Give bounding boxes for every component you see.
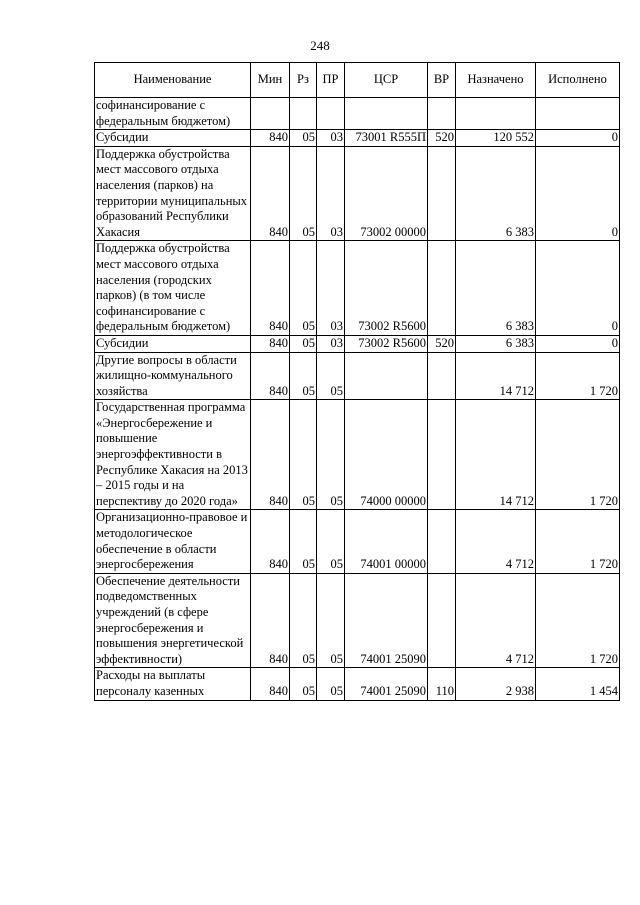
cell-min: 840 [251,400,290,510]
cell-assigned: 14 712 [456,352,536,400]
cell-name: Поддержка обустройства мест массового отдыха населения (городских парков) (в том числе софинансирование с федеральным бюджетом) [95,241,251,336]
cell-executed: 1 720 [536,573,620,668]
cell-name: Другие вопросы в области жилищно-коммунального хозяйства [95,352,251,400]
cell-rz: 05 [290,510,317,573]
table-row [95,573,620,668]
cell-assigned: 120 552 [456,130,536,147]
table-row [95,130,620,147]
cell-rz: 05 [290,241,317,336]
cell-min: 840 [251,573,290,668]
table-row [95,510,620,573]
cell-vr [428,241,456,336]
cell-vr [428,98,456,130]
col-header-pr: ПР [317,63,345,98]
cell-name: Обеспечение деятельности подведомственных учреждений (в сфере энергосбережения и повышения энергетической эффективности) [95,573,251,668]
cell-executed: 1 720 [536,352,620,400]
cell-assigned: 2 938 [456,668,536,700]
cell-assigned: 6 383 [456,335,536,352]
cell-name: Организационно-правовое и методологическое обеспечение в области энергосбережения [95,510,251,573]
cell-pr: 03 [317,146,345,241]
cell-executed: 1 454 [536,668,620,700]
cell-pr: 05 [317,573,345,668]
cell-min: 840 [251,130,290,147]
cell-pr: 05 [317,400,345,510]
cell-min: 840 [251,668,290,700]
table-row [95,335,620,352]
cell-pr [317,98,345,130]
cell-vr [428,352,456,400]
cell-vr: 110 [428,668,456,700]
cell-rz: 05 [290,573,317,668]
cell-rz: 05 [290,400,317,510]
cell-name: Субсидии [95,130,251,147]
col-header-csr: ЦСР [345,63,428,98]
cell-csr: 73002 R5600 [345,335,428,352]
cell-pr: 05 [317,510,345,573]
cell-name: Расходы на выплаты персоналу казенных [95,668,251,700]
header-row [95,63,620,98]
cell-csr: 74001 25090 [345,668,428,700]
cell-executed: 0 [536,241,620,336]
page-number: 248 [310,38,330,53]
cell-min: 840 [251,352,290,400]
cell-vr: 520 [428,335,456,352]
cell-vr [428,146,456,241]
cell-executed: 1 720 [536,510,620,573]
cell-name: Субсидии [95,335,251,352]
table-row [95,241,620,336]
cell-assigned: 14 712 [456,400,536,510]
cell-pr: 03 [317,335,345,352]
table-row [95,98,620,130]
cell-executed: 0 [536,146,620,241]
table-row [95,400,620,510]
cell-csr [345,352,428,400]
cell-executed [536,98,620,130]
cell-rz [290,98,317,130]
cell-csr: 73002 R5600 [345,241,428,336]
cell-executed: 0 [536,130,620,147]
table-row [95,146,620,241]
cell-name: Государственная программа «Энергосбережение и повышение энергоэффективности в Республике Хакасия на 2013 – 2015 годы и на перспективу до 2020 года» [95,400,251,510]
table-row [95,668,620,700]
cell-min: 840 [251,335,290,352]
cell-csr [345,98,428,130]
cell-assigned [456,98,536,130]
cell-name: Поддержка обустройства мест массового отдыха населения (парков) на территории муниципальных образований Республики Хакасия [95,146,251,241]
cell-min: 840 [251,510,290,573]
cell-csr: 73002 00000 [345,146,428,241]
cell-pr: 05 [317,352,345,400]
cell-assigned: 6 383 [456,241,536,336]
cell-rz: 05 [290,668,317,700]
cell-min: 840 [251,241,290,336]
col-header-vr: ВР [428,63,456,98]
col-header-rz: Рз [290,63,317,98]
cell-assigned: 4 712 [456,510,536,573]
col-header-min: Мин [251,63,290,98]
cell-rz: 05 [290,130,317,147]
cell-rz: 05 [290,352,317,400]
col-header-name: Наименование [95,63,251,98]
cell-vr [428,400,456,510]
cell-assigned: 4 712 [456,573,536,668]
cell-rz: 05 [290,335,317,352]
cell-pr: 03 [317,241,345,336]
cell-pr: 03 [317,130,345,147]
cell-csr: 74001 00000 [345,510,428,573]
cell-csr: 74000 00000 [345,400,428,510]
cell-vr [428,510,456,573]
cell-name: софинансирование с федеральным бюджетом) [95,98,251,130]
cell-vr [428,573,456,668]
cell-pr: 05 [317,668,345,700]
budget-table [94,62,620,701]
col-header-assigned: Назначено [456,63,536,98]
cell-rz: 05 [290,146,317,241]
cell-min: 840 [251,146,290,241]
cell-min [251,98,290,130]
cell-vr: 520 [428,130,456,147]
cell-executed: 1 720 [536,400,620,510]
cell-executed: 0 [536,335,620,352]
cell-csr: 74001 25090 [345,573,428,668]
col-header-executed: Исполнено [536,63,620,98]
cell-assigned: 6 383 [456,146,536,241]
cell-csr: 73001 R555П [345,130,428,147]
table-row [95,352,620,400]
